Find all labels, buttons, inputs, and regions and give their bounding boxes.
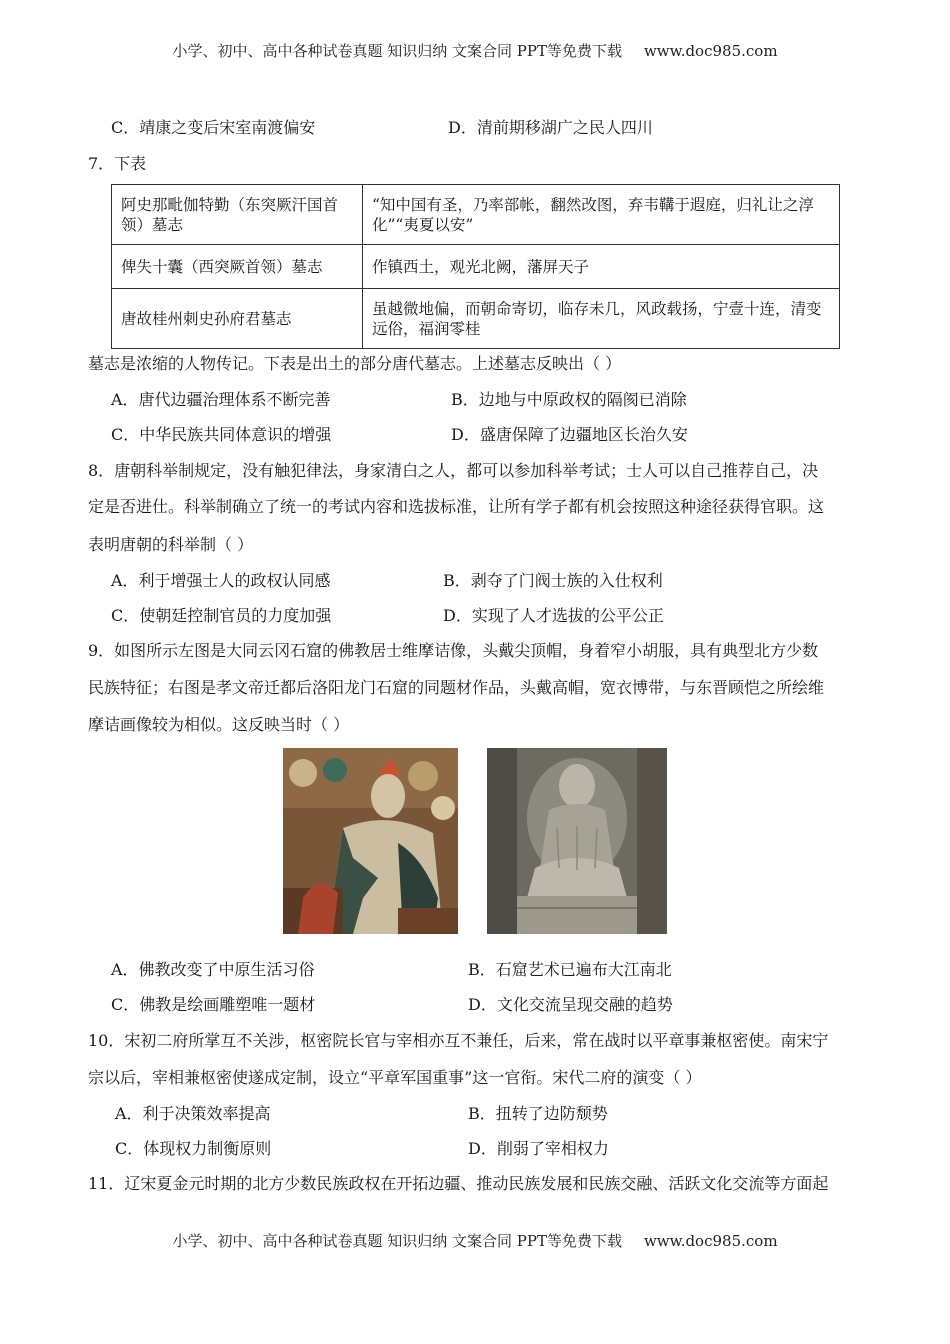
q9-line-3: 摩诘画像较为相似。这反映当时（ ） — [88, 715, 350, 734]
q8-line-3: 表明唐朝的科举制（ ） — [88, 535, 254, 554]
q9-option-a: A．佛教改变了中原生活习俗 — [111, 960, 315, 979]
table-cell: 阿史那毗伽特勤（东突厥汗国首领）墓志 — [112, 185, 363, 245]
q7-option-a: A．唐代边疆治理体系不断完善 — [111, 390, 331, 409]
q9-line-2: 民族特征；右图是孝文帝迁都后洛阳龙门石窟的同题材作品，头戴高帽，宽衣博带，与东晋顾恺之所绘维 — [88, 678, 825, 697]
footer-url[interactable]: www.doc985.com — [643, 1232, 778, 1250]
q7-epitaph-table — [111, 184, 840, 349]
q7-option-d: D．盛唐保障了边疆地区长治久安 — [451, 425, 688, 444]
q10-option-c: C．体现权力制衡原则 — [115, 1139, 272, 1158]
header-url[interactable]: www.doc985.com — [643, 42, 778, 60]
q8-option-a: A．利于增强士人的政权认同感 — [111, 571, 331, 590]
q7-after-text: 墓志是浓缩的人物传记。下表是出土的部分唐代墓志。上述墓志反映出（ ） — [88, 354, 622, 373]
q9-option-b: B．石窟艺术已遍布大江南北 — [468, 960, 672, 979]
longmen-vimalakirti-image — [487, 748, 667, 934]
page-footer — [0, 1230, 950, 1251]
q10-line-2: 宗以后，宰相兼枢密使遂成定制，设立“平章军国重事”这一官衔。宋代二府的演变（ ） — [88, 1068, 702, 1087]
table-row — [112, 185, 840, 245]
q8-line-2: 定是否进仕。科举制确立了统一的考试内容和选拔标准，让所有学子都有机会按照这种途径获得官职。这 — [88, 497, 825, 516]
table-cell: “知中国有圣，乃率部帐，翻然改图，弃韦鞲于遐庭，归礼让之淳化”“夷夏以安” — [363, 185, 840, 245]
q8-option-b: B．剥夺了门阀士族的入仕权利 — [443, 571, 663, 590]
q8-option-c: C．使朝廷控制官员的力度加强 — [111, 606, 332, 625]
q9-option-c: C．佛教是绘画雕塑唯一题材 — [111, 995, 316, 1014]
q7-option-c: C．中华民族共同体意识的增强 — [111, 425, 332, 444]
table-row — [112, 289, 840, 349]
table-cell: 作镇西土，观光北阙，藩屏天子 — [363, 245, 840, 289]
q11-line-1: 11．辽宋夏金元时期的北方少数民族政权在开拓边疆、推动民族发展和民族交融、活跃文化交流等方面起 — [88, 1174, 829, 1193]
q7-option-b: B．边地与中原政权的隔阂已消除 — [451, 390, 687, 409]
q10-line-1: 10．宋初二府所掌互不关涉，枢密院长官与宰相亦互不兼任，后来，常在战时以平章事兼枢密使。南宋宁 — [88, 1031, 829, 1050]
header-text: 小学、初中、高中各种试卷真题 知识归纳 文案合同 PPT等免费下载 — [172, 42, 622, 60]
q8-option-d: D．实现了人才选拔的公平公正 — [443, 606, 664, 625]
q6-option-d: D．清前期移湖广之民人四川 — [448, 118, 653, 137]
q8-line-1: 8．唐朝科举制规定，没有触犯律法，身家清白之人，都可以参加科举考试；士人可以自己推荐自己，决 — [88, 461, 819, 480]
q10-option-a: A．利于决策效率提高 — [115, 1104, 271, 1123]
q9-option-d: D．文化交流呈现交融的趋势 — [468, 995, 673, 1014]
footer-text: 小学、初中、高中各种试卷真题 知识归纳 文案合同 PPT等免费下载 — [172, 1232, 622, 1250]
q10-option-b: B．扭转了边防颓势 — [468, 1104, 608, 1123]
yungang-vimalakirti-image — [283, 748, 458, 934]
table-cell: 俾失十囊（西突厥首领）墓志 — [112, 245, 363, 289]
q10-option-d: D．削弱了宰相权力 — [468, 1139, 609, 1158]
page-header — [0, 40, 950, 61]
q6-option-c: C．靖康之变后宋室南渡偏安 — [111, 118, 316, 137]
table-cell: 唐故桂州刺史孙府君墓志 — [112, 289, 363, 349]
q7-stem: 7．下表 — [88, 154, 147, 173]
table-cell: 虽越微地偏，而朝命寄切，临存未几，风政载扬，宁壹十连，清变远俗，福润零桂 — [363, 289, 840, 349]
table-row — [112, 245, 840, 289]
q9-line-1: 9．如图所示左图是大同云冈石窟的佛教居士维摩诘像，头戴尖顶帽，身着窄小胡服，具有典型北方少数 — [88, 641, 819, 660]
